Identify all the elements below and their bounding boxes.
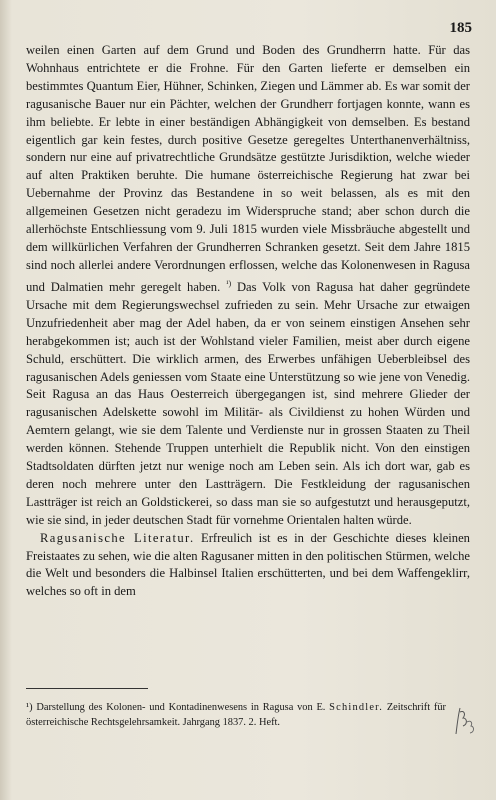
footnote-divider (26, 688, 148, 689)
body-text (26, 42, 470, 601)
paragraph-text: weilen einen Garten auf dem Grund und Boden des Grundherrn hatte. Für das Wohnhaus entrichtete er die Frohne. Für den Garten lieferte er demselben ein bestimmtes Quantum Eier, Hühner, Schinken, Ziegen und Lämmer ab. Es war somit der ragusanische Bauer nur ein Pächter, welchen der Grundherr fortjagen konnte, wann es ihm beliebte. Er lebte in einer beständigen Abhängigkeit von demselben. Es bestand eigentlich gar kein festes, durch positive Gesetze geregeltes Unterthanenverhältniss, sondern nur eine auf privatrechtliche Grundsätze gestützte Jurisdiktion, welche wieder auf alten Praktiken beruhte. Die humane österreichische Regierung hat zwar bei Uebernahme der Provinz das Bestandene in so weit belassen, als es mit den allgemeinen Gesetzen nicht geradezu im Widerspruche stand; aber schon durch die allerhöchste Entschliessung vom 9. Juli 1815 wurden viele Missbräuche abgestellt und dem willkürlichen Verfahren der Grundherren Schranken gesetzt. Seit dem Jahre 1815 sind noch allerlei andere Verordnungen erflossen, welche das Kolonenwesen in Ragusa und Dalmatien mehr geregelt haben. (26, 43, 470, 294)
paragraph-text: Erfreulich ist es in der Geschichte dieses kleinen Freistaates zu sehen, wie die alten Ragusaner mitten in den politischen Stürmen, welche die Welt und besonders die Halbinsel Italien erschütterten, und bei dem Waffengeklirr, welches so oft in dem (26, 530, 470, 599)
paragraph-colonate (26, 42, 470, 530)
paragraph-text-continued: Das Volk von Ragusa hat daher gegründete Ursache mit dem Regierungswechsel zufrieden zu sein. Mehr Ursache zur etwaigen Unzufriedenheit aber mag der Adel haben, da er von seinem einstigen Ansehen sehr herabgekommen ist; auch ist der Wohlstand vieler Familien, meist aber durch eigene Schuld, erschüttert. Die wirklich armen, des Erwerbes unfähigen Ueberbleibsel des ragusanischen Adels geniessen vom Staate eine Unterstützung so wie jene von Venedig. Seit Ragusa an das Haus Oesterreich übergegangen ist, sind mehrere Glieder der ragusanischen Adelskette sowohl im Militär- als Civildienst zu hohen Würden und Aemtern gelangt, wie sie dem Talente und Verdienste nur in grossen Staaten zu Theil werden können. Stehende Truppen unterhielt die Republik nicht. Von den einstigen Stadtsoldaten dürften jetzt nur wenige noch am Leben sein. Als ich dort war, gab es deren noch mehrere unter den Lastträgern. Die Festkleidung der ragusanischen Lastträger ist reich an Goldstickerei, so dass man sie so aufgestutzt und herausgeputzt, wie sie sind, in jeder deutschen Stadt für vornehme Orientalen halten würde. (26, 279, 470, 527)
handwritten-pencil-mark (452, 704, 478, 738)
footnote-source: Zeitschrift für österreichische Rechtsgelehrsamkeit. Jahrgang 1837. 2. Heft. (26, 702, 446, 728)
paragraph-literature (26, 530, 470, 602)
page-number: 185 (449, 20, 472, 36)
footnote-mark: ¹) (26, 702, 33, 713)
footnote (26, 701, 446, 731)
footnote-text: Darstellung des Kolonen- und Kontadinenwesens in Ragusa von E. (36, 702, 326, 713)
section-heading: Ragusanische Literatur. (40, 530, 195, 545)
footnote-reference: ¹) (226, 278, 232, 288)
footnote-author: Schindler. (329, 702, 384, 713)
